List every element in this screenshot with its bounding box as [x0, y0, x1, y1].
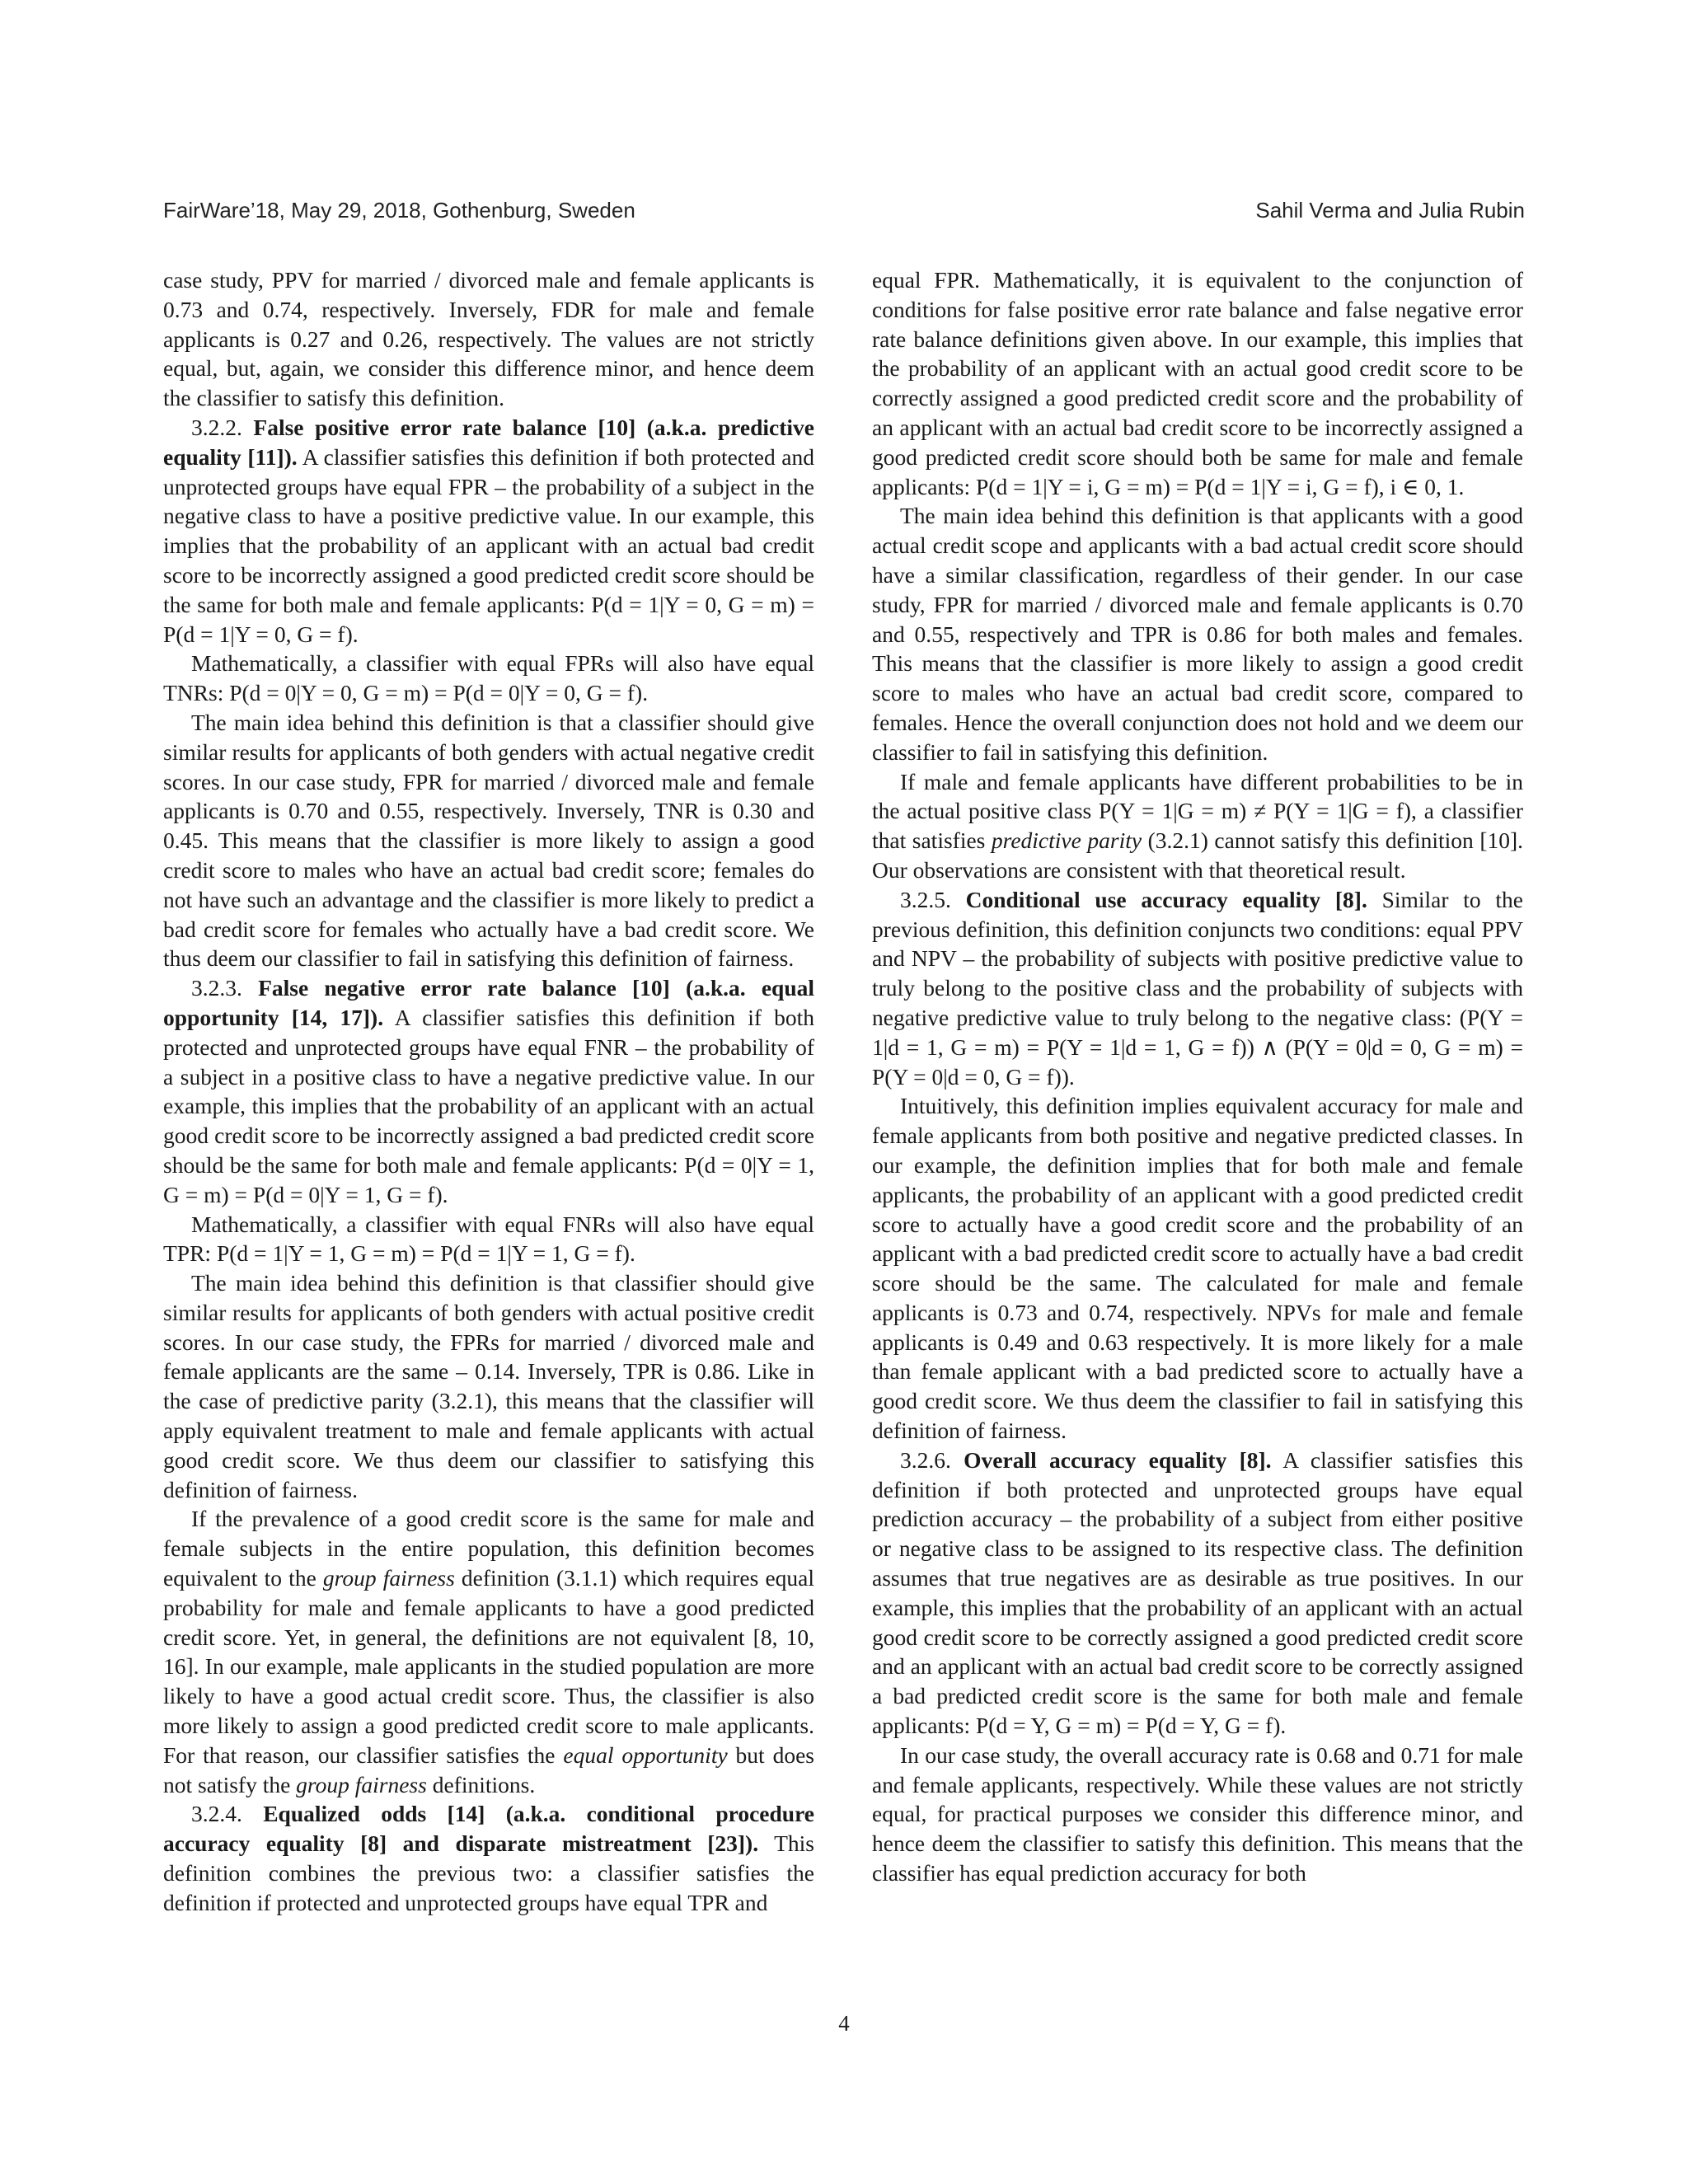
paragraph: In our case study, the overall accuracy rate is 0.68 and 0.71 for male and female applicants, respectively. While these values are not strictly equal, for practical purposes we consider this difference minor, and hence deem the classifier to satisfy this definition. This means that the classifier has equal prediction accuracy for both [872, 1741, 1523, 1886]
section-number: 3.2.4. [191, 1801, 242, 1827]
section-text: A classifier satisfies this definition if both protected and unprotected groups have equal FPR – the probability of a subject in the negative class to have a positive predictive value. In our example, this implies that the probability of an applicant with an actual bad credit score to be incorrectly assigned a good predicted credit score should be the same for both male and female applicants: P(d = 1|Y = 0, G = m) = P(d = 1|Y = 0, G = f). [163, 443, 814, 647]
section-3-2-3 [163, 973, 814, 1209]
section-title: Conditional use accuracy equality [8]. [965, 886, 1367, 912]
text-run: definitions. [426, 1771, 536, 1797]
section-text: A classifier satisfies this definition if both protected and unprotected groups have equal FNR – the probability of a subject in a positive class to have a negative predictive value. In our example, this implies that the probability of an applicant with an actual good credit score to be incorrectly assigned a bad predicted credit score should be the same for both male and female applicants: P(d = 0|Y = 1, G = m) = P(d = 0|Y = 1, G = f). [163, 1004, 815, 1207]
text-run: If the prevalence of a good credit score is the same for male and female subjects in the entire population, this definition becomes equivalent to the [163, 1506, 814, 1591]
paragraph: Mathematically, a classifier with equal FPRs will also have equal TNRs: P(d = 0|Y = 0, G = m) = P(d = 0|Y = 0, G = f). [163, 650, 814, 706]
section-text: Similar to the previous definition, this definition conjuncts two conditions: equal PPV and NPV – the probability of subjects with positive predictive value to truly belong to the positive class and the probability of subjects with negative predictive value to truly belong to the negative class: (P(Y = 1|d = 1, G = m) = P(Y = 1|d = 1, G = f)) ∧ (P(Y = 0|d = 0, G = m) = P(Y = 0|d = 0, G = f)). [872, 886, 1523, 1090]
emphasis: equal opportunity [563, 1741, 728, 1768]
section-3-2-6 [872, 1446, 1523, 1741]
right-column [872, 265, 1523, 1888]
text-run: definition (3.1.1) which requires equal probability for male and female applicants to have a good predicted credit score. Yet, in general, the definitions are not equivalent [8, 10, 16]. In our example, male applicants in the studied population are more likely to have a good actual credit score. Thus, the classifier is also more likely to assign a good predicted credit score to male applicants. For that reason, our classifier satisfies the [163, 1565, 814, 1768]
section-number: 3.2.6. [900, 1446, 951, 1473]
running-header-authors: Sahil Verma and Julia Rubin [1255, 198, 1525, 223]
running-header-venue: FairWare’18, May 29, 2018, Gothenburg, Sweden [163, 198, 635, 223]
section-number: 3.2.3. [191, 975, 242, 1001]
section-title: False positive error rate balance [10] (a.k.a. predictive equality [11]). [163, 414, 814, 470]
text-run: but does not satisfy the [163, 1741, 814, 1797]
paragraph: Mathematically, a classifier with equal FNRs will also have equal TPR: P(d = 1|Y = 1, G = m) = P(d = 1|Y = 1, G = f). [163, 1211, 814, 1267]
emphasis: predictive parity [991, 827, 1142, 854]
section-title: Equalized odds [14] (a.k.a. conditional procedure accuracy equality [8] and disparate mistreatment [23]). [163, 1801, 815, 1857]
section-3-2-4 [163, 1799, 814, 1917]
page-number: 4 [838, 2011, 850, 2036]
paragraph: The main idea behind this definition is that a classifier should give similar results for applicants of both genders with actual negative credit scores. In our case study, FPR for married / divorced male and female applicants is 0.70 and 0.55, respectively. Inversely, TNR is 0.30 and 0.45. This means that the classifier is more likely to assign a good credit score to males who have an actual bad credit score; females do not have such an advantage and the classifier is more likely to predict a bad credit score for females who actually have a bad credit score. We thus deem our classifier to fail in satisfying this definition of fairness. [163, 709, 814, 972]
section-number: 3.2.2. [191, 414, 242, 440]
emphasis: group fairness [296, 1771, 427, 1797]
text-run: If male and female applicants have different probabilities to be in the actual positive class P(Y = 1|G = m) ≠ P(Y = 1|G = f), a classifier that satisfies [872, 768, 1523, 854]
paragraph: The main idea behind this definition is that classifier should give similar results for applicants of both genders with actual positive credit scores. In our case study, the FPRs for married / divorced male and female applicants are the same – 0.14. Inversely, TPR is 0.86. Like in the case of predictive parity (3.2.1), this means that the classifier will apply equivalent treatment to male and female applicants with actual good credit score. We thus deem our classifier to satisfying this definition of fairness. [163, 1270, 814, 1502]
left-column [163, 265, 814, 1918]
paragraph: case study, PPV for married / divorced male and female applicants is 0.73 and 0.74, respectively. Inversely, FDR for male and female applicants is 0.27 and 0.26, respectively. The values are not strictly equal, but, again, we consider this difference minor, and hence deem the classifier to satisfy this definition. [163, 267, 814, 411]
text-run: (3.2.1) cannot satisfy this definition [10]. Our observations are consistent with that theoretical result. [872, 827, 1524, 883]
paragraph [872, 767, 1523, 885]
section-text: This definition combines the previous two: a classifier satisfies the definition if protected and unprotected groups have equal TPR and [163, 1830, 814, 1915]
section-text: A classifier satisfies this definition if both protected and unprotected groups have equal prediction accuracy – the probability of a subject from either positive or negative class to be assigned to its respective class. The definition assumes that true negatives are as desirable as true positives. In our example, this implies that the probability of an applicant with an actual good credit score to be correctly assigned a good predicted credit score and an applicant with an actual bad credit score to be correctly assigned a bad predicted credit score is the same for both male and female applicants: P(d = Y, G = m) = P(d = Y, G = f). [872, 1446, 1524, 1739]
section-number: 3.2.5. [900, 886, 951, 912]
section-title: Overall accuracy equality [8]. [964, 1446, 1272, 1473]
paragraph: The main idea behind this definition is that applicants with a good actual credit scope and applicants with a bad actual credit score should have a similar classification, regardless of their gender. In our case study, FPR for married / divorced male and female applicants is 0.70 and 0.55, respectively and TPR is 0.86 for both males and females. This means that the classifier is more likely to assign a good credit score to males who have an actual bad credit score, compared to females. Hence the overall conjunction does not hold and we deem our classifier to fail in satisfying this definition. [872, 503, 1523, 765]
section-3-2-2 [163, 413, 814, 649]
paragraph: equal FPR. Mathematically, it is equivalent to the conjunction of conditions for false positive error rate balance and false negative error rate balance definitions given above. In our example, this implies that the probability of an applicant with an actual good credit score to be correctly assigned a good predicted credit score and the probability of an applicant with an actual bad credit score to be incorrectly assigned a good predicted credit score should both be same for male and female applicants: P(d = 1|Y = i, G = m) = P(d = 1|Y = i, G = f), i ∈ 0, 1. [872, 267, 1523, 499]
paragraph [163, 1504, 814, 1799]
paragraph: Intuitively, this definition implies equivalent accuracy for male and female applicants from both positive and negative predicted classes. In our example, the definition implies that for both male and female applicants, the probability of an applicant with a good predicted credit score to actually have a good credit score and the probability of an applicant with a bad predicted credit score to actually have a bad credit score should be the same. The calculated for male and female applicants is 0.73 and 0.74, respectively. NPVs for male and female applicants is 0.49 and 0.63 respectively. It is more likely for a male than female applicant with a bad predicted score to actually have a good credit score. We thus deem the classifier to fail in satisfying this definition of fairness. [872, 1093, 1523, 1444]
section-title: False negative error rate balance [10] (a.k.a. equal opportunity [14, 17]). [163, 975, 815, 1030]
section-3-2-5 [872, 885, 1523, 1092]
emphasis: group fairness [322, 1565, 455, 1591]
